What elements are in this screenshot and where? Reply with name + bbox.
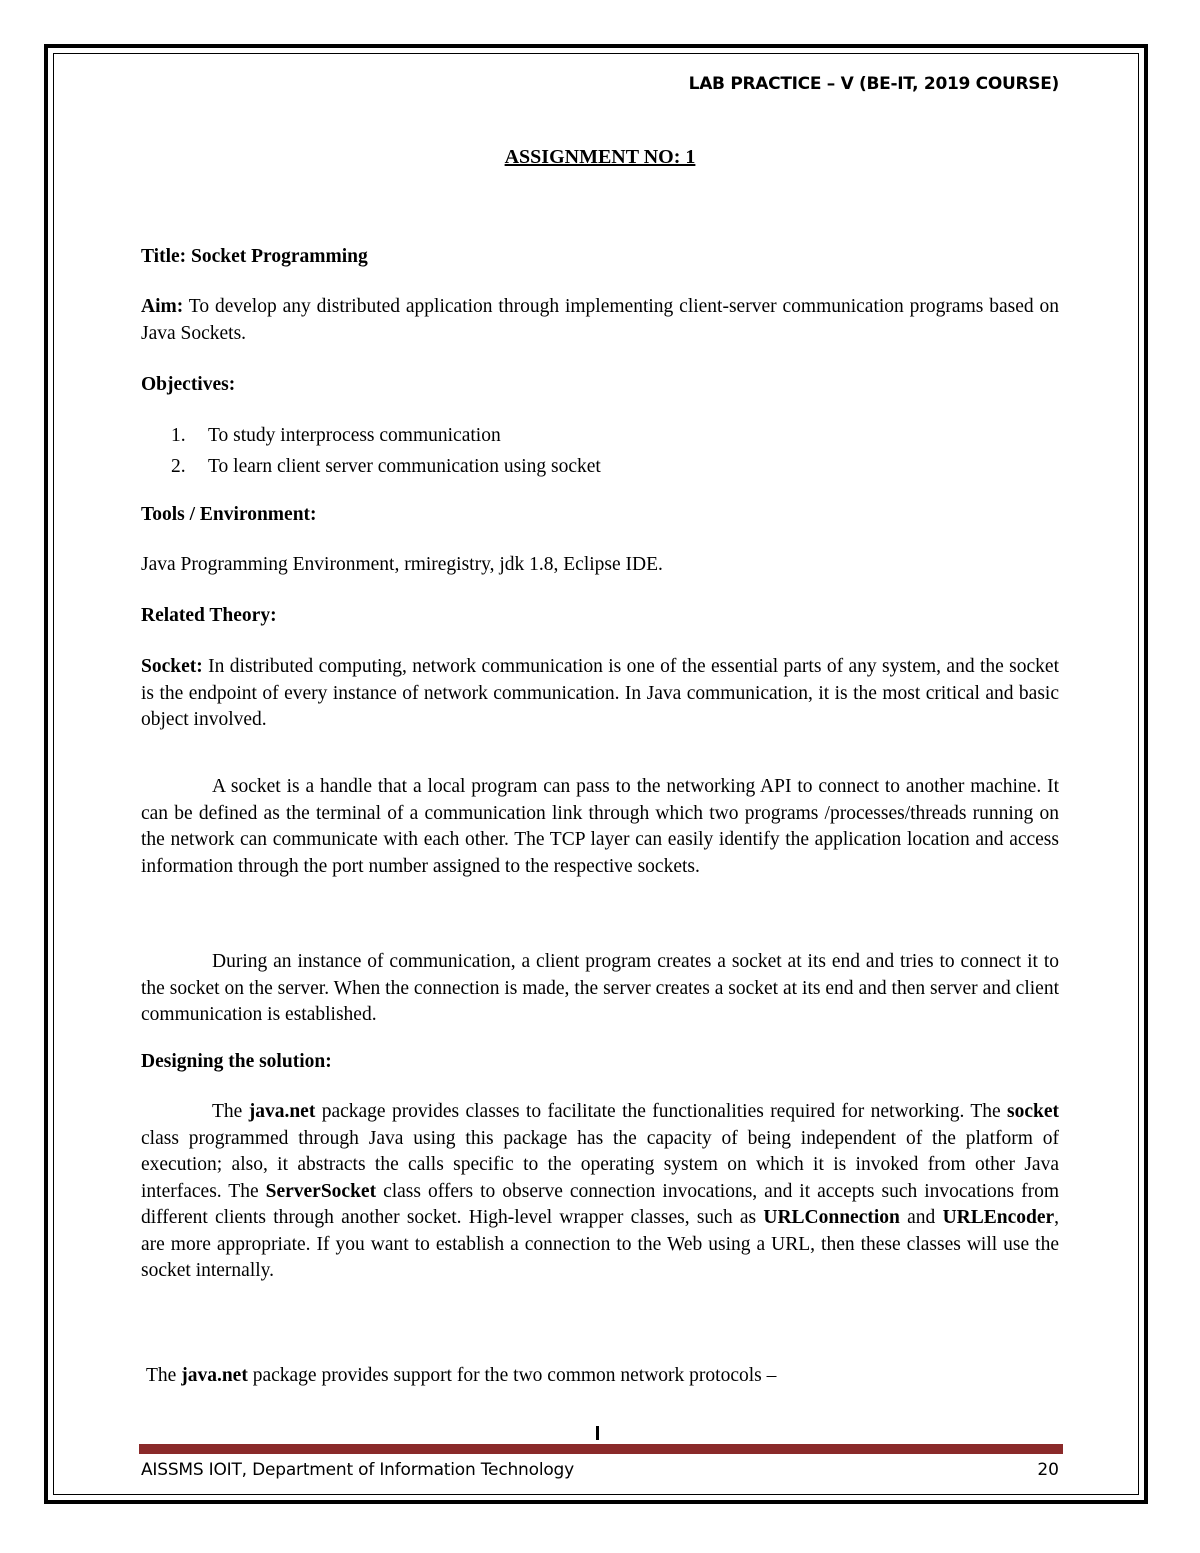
theory-heading: Related Theory:	[141, 605, 277, 626]
page-marker	[596, 1426, 599, 1440]
theory-paragraph-3: During an instance of communication, a client program creates a socket at its end and tries to connect it to the socket on the server. When the connection is made, the server creates a socket at its end and then server and client communication is established.	[141, 951, 1059, 1025]
term-serversocket: ServerSocket	[265, 1180, 377, 1202]
socket-paragraph	[141, 654, 1059, 734]
tools-text: Java Programming Environment, rmiregistry, jdk 1.8, Eclipse IDE.	[141, 554, 663, 575]
title-label: Title:	[141, 246, 187, 267]
term-urlconnection: URLConnection	[763, 1207, 900, 1228]
socket-label: Socket:	[141, 656, 203, 677]
term-java-net: java.net	[181, 1365, 248, 1386]
list-text: To study interprocess communication	[208, 425, 501, 446]
objectives-heading: Objectives:	[141, 374, 236, 395]
list-number: 1.	[171, 425, 186, 446]
socket-text: In distributed computing, network communication is one of the essential parts of any system, and the socket is the endpoint of every instance of network communication. In Java communication, it is the most critical and basic object involved.	[141, 656, 1059, 730]
design-heading: Designing the solution:	[141, 1051, 332, 1072]
term-urlencoder: URLEncoder	[942, 1207, 1055, 1228]
footer-page-number: 20	[1037, 1460, 1059, 1480]
title-line	[141, 244, 1059, 271]
theory-paragraph-2: A socket is a handle that a local program can pass to the networking API to connect to another machine. It can be defined as the terminal of a communication link through which two programs /processes/threads running on the network can communicate with each other. The TCP layer can easily identify the application location and access information through the port number assigned to the respective sockets.	[141, 776, 1059, 877]
footer-institution: AISSMS IOIT, Department of Information Technology	[141, 1460, 574, 1480]
aim-paragraph	[141, 294, 1059, 347]
list-item	[141, 451, 1059, 482]
list-text: To learn client server communication using socket	[208, 456, 601, 477]
design-paragraph: The java.net package provides classes to facilitate the functionalities required for networking. The socket class programmed through Java using this package has the capacity of being independent of the platform of execution; also, it abstracts the calls specific to the operating system on which it is invoked from other Java interfaces. The ServerSocket class offers to observe connection invocations, and it accepts such invocations from different clients through another socket. High-level wrapper classes, such as URLConnection and URLEncoder, are more appropriate. If you want to establish a connection to the Web using a URL, then these classes will use the socket internally.	[141, 1101, 1060, 1281]
objectives-list	[141, 420, 1059, 482]
aim-text: To develop any distributed application through implementing client-server communication programs based on Java Sockets.	[141, 296, 1059, 344]
assignment-title: ASSIGNMENT NO: 1	[504, 146, 696, 168]
list-item	[141, 420, 1059, 451]
tools-heading: Tools / Environment:	[141, 504, 317, 525]
footer-rule	[139, 1444, 1063, 1454]
term-java-net: java.net	[248, 1101, 316, 1122]
aim-label: Aim:	[141, 296, 184, 317]
running-header: LAB PRACTICE – V (BE-IT, 2019 COURSE)	[688, 74, 1059, 94]
title-text: Socket Programming	[191, 246, 368, 267]
list-number: 2.	[171, 456, 186, 477]
protocols-line: The java.net package provides support for the two common network protocols –	[146, 1365, 777, 1386]
term-socket: socket	[1007, 1101, 1060, 1122]
